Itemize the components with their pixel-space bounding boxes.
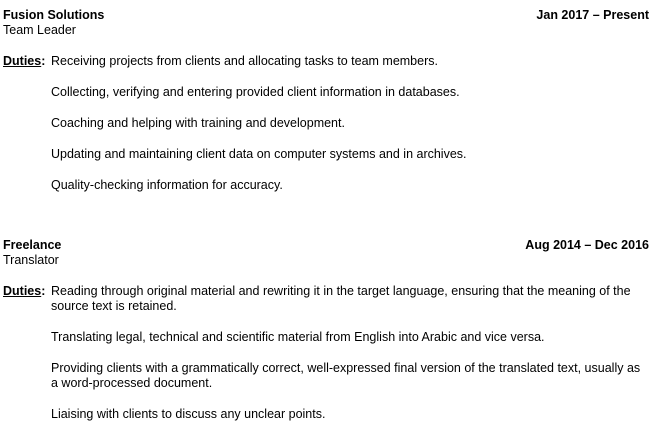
job-entry-fusion-solutions bbox=[3, 8, 649, 209]
duties-label: Duties: bbox=[3, 284, 46, 298]
duty-item: Receiving projects from clients and allocating tasks to team members. bbox=[51, 54, 438, 68]
duty-item: Coaching and helping with training and development. bbox=[51, 116, 345, 130]
duty-item: Providing clients with a grammatically correct, well-expressed final version of the translated text, usually as a word-processed document. bbox=[51, 361, 641, 390]
duties-section bbox=[3, 284, 649, 422]
job-title: Translator bbox=[3, 253, 59, 267]
job-entry-freelance bbox=[3, 238, 649, 438]
company-name: Freelance bbox=[3, 238, 62, 252]
duty-list bbox=[3, 284, 649, 422]
employment-dates: Aug 2014 – Dec 2016 bbox=[525, 238, 649, 252]
duty-item: Translating legal, technical and scientific material from English into Arabic and vice versa. bbox=[51, 330, 545, 344]
duties-section bbox=[3, 54, 649, 193]
duty-item: Liaising with clients to discuss any unclear points. bbox=[51, 407, 326, 421]
duty-item: Quality-checking information for accuracy. bbox=[51, 178, 283, 192]
job-header bbox=[3, 8, 649, 23]
duties-label: Duties: bbox=[3, 54, 46, 68]
duty-item: Collecting, verifying and entering provided client information in databases. bbox=[51, 85, 460, 99]
duty-item: Updating and maintaining client data on computer systems and in archives. bbox=[51, 147, 467, 161]
job-header bbox=[3, 238, 649, 253]
employment-dates: Jan 2017 – Present bbox=[536, 8, 649, 22]
duty-list bbox=[3, 54, 649, 193]
company-name: Fusion Solutions bbox=[3, 8, 105, 22]
job-title: Team Leader bbox=[3, 23, 76, 37]
duty-item: Reading through original material and rewriting it in the target language, ensuring that the meaning of the source text is retained. bbox=[51, 284, 631, 313]
